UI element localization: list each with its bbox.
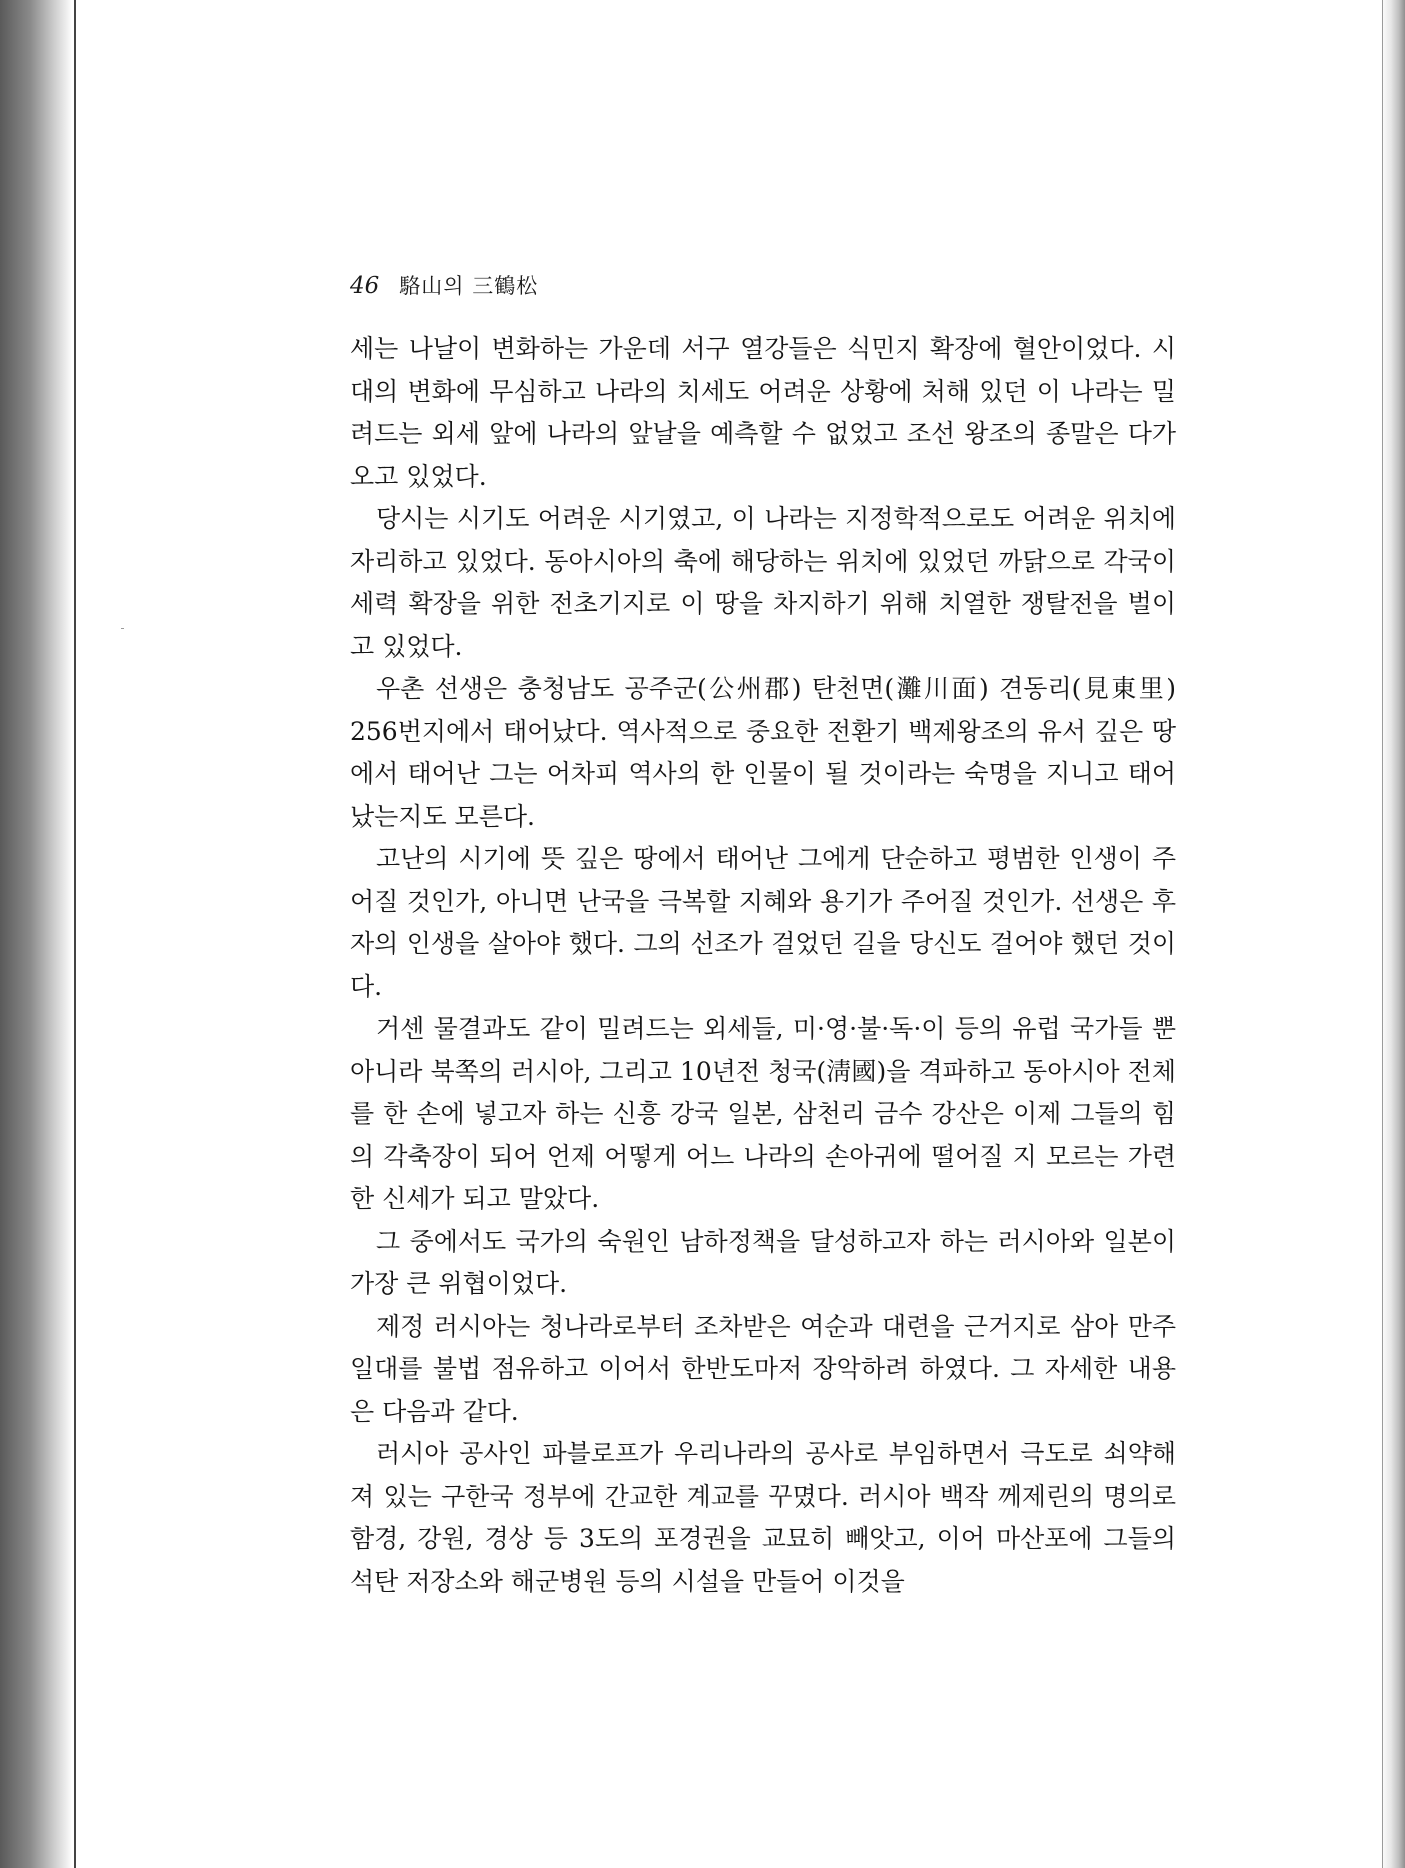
page-right-shadow <box>1381 0 1405 1868</box>
running-title: 駱山의 三鶴松 <box>399 274 539 298</box>
paragraph-1: 세는 나날이 변화하는 가운데 서구 열강들은 식민지 확장에 혈안이었다. 시대의 변화에 무심하고 나라의 치세도 어려운 상황에 처해 있던 이 나라는 밀려드는 외세 앞에 나라의 앞날을 예측할 수 없었고 조선 왕조의 종말은 다가오고 있었다. <box>350 334 1176 491</box>
body-text <box>350 328 1176 1603</box>
running-header <box>350 270 538 304</box>
paragraph-3: 우촌 선생은 충청남도 공주군(公州郡) 탄천면(灘川面) 견동리(見東里) 256번지에서 태어났다. 역사적으로 중요한 전환기 백제왕조의 유서 깊은 땅에서 태어난 그는 어차피 역사의 한 인물이 될 것이라는 숙명을 지니고 태어났는지도 모른다. <box>350 674 1176 831</box>
scan-speck <box>121 628 124 629</box>
paragraph-7: 제정 러시아는 청나라로부터 조차받은 여순과 대련을 근거지로 삼아 만주 일대를 불법 점유하고 이어서 한반도마저 장악하려 하였다. 그 자세한 내용은 다음과 같다. <box>350 1311 1176 1426</box>
page-right-border <box>1382 0 1383 1868</box>
paragraph-2: 당시는 시기도 어려운 시기였고, 이 나라는 지정학적으로도 어려운 위치에 자리하고 있었다. 동아시아의 축에 해당하는 위치에 있었던 까닭으로 각국이 세력 확장을 위한 전초기지로 이 땅을 차지하기 위해 치열한 쟁탈전을 벌이고 있었다. <box>350 504 1176 661</box>
page-number: 46 <box>350 273 380 299</box>
paragraph-5: 거센 물결과도 같이 밀려드는 외세들, 미·영·불·독·이 등의 유럽 국가들 뿐 아니라 북쪽의 러시아, 그리고 10년전 청국(淸國)을 격파하고 동아시아 전체를 한 손에 넣고자 하는 신흥 강국 일본, 삼천리 금수 강산은 이제 그들의 힘의 각축장이 되어 언제 어떻게 어느 나라의 손아귀에 떨어질 지 모르는 가련한 신세가 되고 말았다. <box>350 1014 1176 1213</box>
page-left-border <box>74 0 76 1868</box>
paragraph-8: 러시아 공사인 파블로프가 우리나라의 공사로 부임하면서 극도로 쇠약해져 있는 구한국 정부에 간교한 계교를 꾸몄다. 러시아 백작 께제린의 명의로 함경, 강원, 경상 등 3도의 포경권을 교묘히 빼앗고, 이어 마산포에 그들의 석탄 저장소와 해군병원 등의 시설을 만들어 이것을 <box>350 1439 1176 1596</box>
page-left-shadow <box>0 0 72 1868</box>
paragraph-4: 고난의 시기에 뜻 깊은 땅에서 태어난 그에게 단순하고 평범한 인생이 주어질 것인가, 아니면 난국을 극복할 지혜와 용기가 주어질 것인가. 선생은 후자의 인생을 살아야 했다. 그의 선조가 걸었던 길을 당신도 걸어야 했던 것이다. <box>350 844 1176 1001</box>
paragraph-6: 그 중에서도 국가의 숙원인 남하정책을 달성하고자 하는 러시아와 일본이 가장 큰 위협이었다. <box>350 1226 1176 1298</box>
